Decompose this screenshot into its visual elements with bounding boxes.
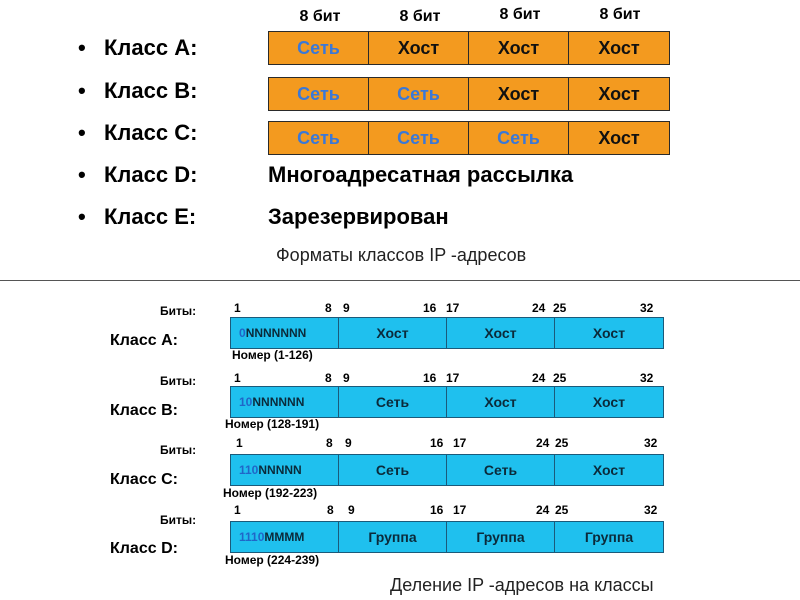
class-d-bitfield [230, 521, 664, 553]
octet-cell: Хост [469, 32, 569, 64]
class-b-label: Класс В: [110, 402, 178, 419]
octet-cell: Хост [569, 122, 669, 154]
bit-number: 9 [343, 371, 350, 385]
class-a-label: Класс А: [104, 35, 198, 60]
class-b-label: Класс В: [104, 78, 198, 103]
class-prefix: 110 [239, 463, 259, 477]
bullet: • [78, 35, 86, 60]
class-pattern: NNNNN [258, 463, 302, 477]
bits-label: Биты: [160, 304, 197, 318]
octet-cell: Хост [569, 78, 669, 110]
bit-label-2: 8 бит [399, 8, 441, 25]
top-class-d-row [78, 160, 573, 190]
bit-number: 17 [453, 503, 467, 517]
class-d-text: Многоадресатная рассылка [268, 162, 574, 187]
class-a-bitfield [230, 317, 664, 349]
class-pattern: MMMM [264, 530, 305, 544]
class-a-label: Класс А: [110, 332, 178, 349]
octet-cell: Хост [569, 32, 669, 64]
octet-cell: Сеть [339, 387, 447, 417]
octet-cell: Сеть [369, 122, 469, 154]
octet-cell: Хост [555, 387, 663, 417]
bit-number: 9 [343, 301, 350, 315]
bits-label: Биты: [160, 443, 197, 457]
bit-number: 9 [345, 436, 352, 450]
bit-number: 1 [234, 503, 241, 517]
class-c-range: Номер (192-223) [223, 486, 318, 500]
octet-cell: Хост [469, 78, 569, 110]
bit-number: 32 [644, 503, 658, 517]
bit-number: 1 [234, 371, 241, 385]
bit-label-3: 8 бит [499, 6, 541, 23]
octet-cell: Сеть [269, 78, 369, 110]
class-c-label: Класс С: [110, 471, 178, 488]
bit-number: 24 [532, 371, 546, 385]
octet-cell: Группа [555, 522, 663, 552]
top-class-e-row [78, 202, 449, 232]
top-caption: Форматы классов IP -адресов [276, 245, 527, 265]
bit-number: 17 [446, 301, 460, 315]
bit-number: 8 [325, 371, 332, 385]
octet-cell: Хост [555, 318, 663, 348]
bit-number: 8 [325, 301, 332, 315]
bit-number: 9 [348, 503, 355, 517]
class-prefix: 0 [239, 326, 246, 340]
class-d-range: Номер (224-239) [225, 553, 320, 567]
octet-cell: Группа [339, 522, 447, 552]
class-d-label: Класс D: [110, 540, 178, 557]
octet-cell: Хост [339, 318, 447, 348]
bit-number: 32 [644, 436, 658, 450]
bit-number: 25 [555, 503, 569, 517]
bits-label: Биты: [160, 513, 197, 527]
bit-label-4: 8 бит [599, 6, 641, 23]
octet-cell: Сеть [447, 455, 555, 485]
class-b-first-octet [231, 387, 339, 417]
octet-cell: Сеть [269, 32, 369, 64]
bit-number: 24 [532, 301, 546, 315]
class-b-bitfield [230, 386, 664, 418]
bit-number: 16 [430, 503, 444, 517]
bit-number: 16 [423, 371, 437, 385]
bit-label-1: 8 бит [299, 8, 341, 25]
class-b-octets [268, 77, 670, 111]
class-d-first-octet [231, 522, 339, 552]
octet-cell: Хост [369, 32, 469, 64]
bullet: • [78, 120, 86, 145]
octet-cell: Сеть [469, 122, 569, 154]
octet-cell: Сеть [339, 455, 447, 485]
class-a-first-octet [231, 318, 339, 348]
class-c-first-octet [231, 455, 339, 485]
bit-number: 17 [446, 371, 460, 385]
bullet: • [78, 78, 86, 103]
class-a-range: Номер (1-126) [232, 348, 313, 362]
top-class-c-row [78, 118, 268, 148]
octet-cell: Хост [447, 387, 555, 417]
class-e-text: Зарезервирован [268, 204, 449, 229]
class-a-octets [268, 31, 670, 65]
class-c-label: Класс С: [104, 120, 198, 145]
octet-cell: Сеть [369, 78, 469, 110]
bit-number: 24 [536, 503, 550, 517]
octet-cell: Хост [555, 455, 663, 485]
bit-number: 32 [640, 371, 654, 385]
class-pattern: NNNNNNN [245, 326, 307, 340]
bit-number: 16 [430, 436, 444, 450]
bit-number: 25 [555, 436, 569, 450]
bit-number: 24 [536, 436, 550, 450]
bit-number: 25 [553, 371, 567, 385]
class-prefix: 1110 [239, 530, 265, 544]
bit-number: 1 [234, 301, 241, 315]
class-pattern: NNNNNN [252, 395, 305, 409]
bit-number: 25 [553, 301, 567, 315]
bit-number: 8 [326, 436, 333, 450]
top-class-b-row [78, 76, 268, 106]
class-e-label: Класс Е: [104, 204, 197, 229]
class-b-range: Номер (128-191) [225, 417, 320, 431]
bits-label: Биты: [160, 374, 197, 388]
bit-number: 17 [453, 436, 467, 450]
octet-cell: Сеть [269, 122, 369, 154]
octet-cell: Группа [447, 522, 555, 552]
octet-cell: Хост [447, 318, 555, 348]
class-c-bitfield [230, 454, 664, 486]
bit-number: 32 [640, 301, 654, 315]
bit-number: 8 [327, 503, 334, 517]
top-class-a-row [78, 33, 268, 63]
bit-number: 1 [236, 436, 243, 450]
class-c-octets [268, 121, 670, 155]
section-divider [0, 280, 800, 281]
bottom-caption: Деление IP -адресов на классы [390, 575, 654, 595]
bit-number: 16 [423, 301, 437, 315]
bullet: • [78, 162, 86, 187]
bullet: • [78, 204, 86, 229]
class-d-label: Класс D: [104, 162, 198, 187]
class-prefix: 10 [239, 395, 253, 409]
